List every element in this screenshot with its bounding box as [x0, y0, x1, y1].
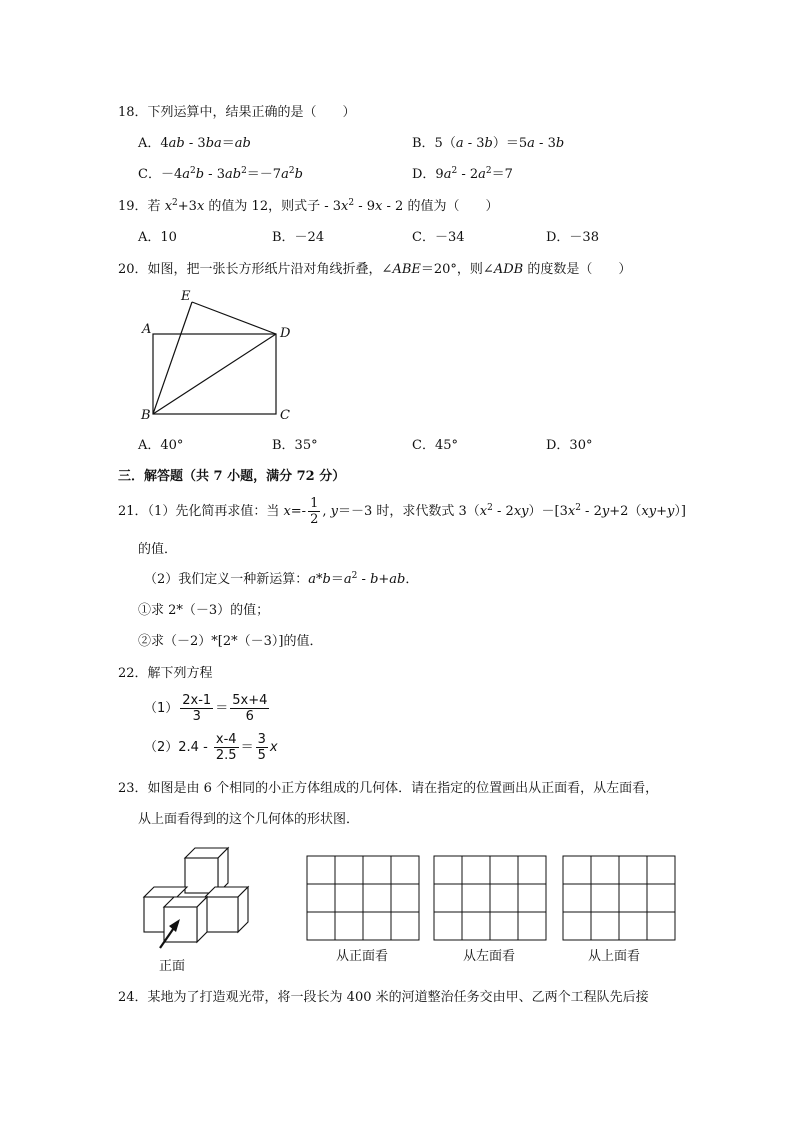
q20-option-a: A．40° [138, 438, 184, 453]
grid-label-top: 从上面看 [588, 949, 641, 964]
q19-option-c: C．－34 [412, 230, 465, 245]
grid-cell [462, 884, 490, 912]
grid-cell [434, 856, 462, 884]
section-title: 三．解答题（共 7 小题，满分 72 分） [118, 469, 346, 484]
grid-cell [391, 912, 419, 940]
point-label-c: C [280, 408, 290, 423]
grid-cell [462, 856, 490, 884]
q21-sub1: ①求 2*（－3）的值； [138, 603, 270, 618]
grid-cell [591, 884, 619, 912]
grid-cell [307, 912, 335, 940]
q21-part1: 21．（1）先化简再求值：当 x=- $\frac{1}{2}$ , y＝－3 时，求代数式 $3(x^2 - 2xy)-[3x^2 - 2y+2(xy+y)]$ [118, 496, 686, 527]
grid-cell [434, 884, 462, 912]
point-label-d: D [280, 326, 291, 341]
grid-top [563, 856, 675, 940]
q19-option-b: B．－24 [272, 230, 325, 245]
grid-cell [518, 912, 546, 940]
q23-line1: 23．如图是由 6 个相同的小正方体组成的几何体．请在指定的位置画出从正面看，从左面看， [118, 781, 659, 796]
q20-option-d: D．30° [546, 438, 593, 453]
q22-stem: 22．解下列方程 [118, 666, 213, 681]
q18-option-d: D．$9a^2 - 2a^2=7$ [412, 166, 513, 182]
q22-eq2: （2）2.4 - $\frac{x-4}{2.5}$ ＝ $\frac{3}{5}$ x [144, 732, 278, 763]
grid-cell [335, 912, 363, 940]
q21-part2: （2）我们定义一种新运算：$a*b=a^2 - b+ab$． [144, 571, 419, 587]
grid-cell [434, 912, 462, 940]
grid-cell [490, 856, 518, 884]
grid-cell [363, 884, 391, 912]
grid-cell [647, 856, 675, 884]
grid-cell [490, 912, 518, 940]
q18-option-b: B．5（a - 3b）＝5a - 3b [412, 136, 565, 151]
q19-stem: 19．若 $x^2+3x$ 的值为 12，则式子 - $3x^2 - 9x - 2$ 的值为（ ） [118, 198, 499, 214]
grid-cell [307, 856, 335, 884]
fraction-one-half: $\frac{1}{2}$ [310, 496, 319, 527]
grid-cell [647, 912, 675, 940]
grid-cell [363, 912, 391, 940]
grid-cell [619, 884, 647, 912]
grid-cell [619, 912, 647, 940]
grid-label-front: 从正面看 [336, 949, 389, 964]
grid-cell [335, 856, 363, 884]
grid-cell [563, 884, 591, 912]
grid-cell [591, 856, 619, 884]
q19-option-d: D．－38 [546, 230, 599, 245]
grid-cell [591, 912, 619, 940]
q21-part1-cont: 的值． [138, 542, 178, 557]
grid-cell [563, 912, 591, 940]
grid-front [307, 856, 419, 940]
grid-cell [391, 856, 419, 884]
grid-cell [619, 856, 647, 884]
point-label-a: A [142, 322, 152, 337]
point-label-e: E [181, 289, 191, 304]
q24-stem: 24．某地为了打造观光带，将一段长为 400 米的河道整治任务交由甲、乙两个工程队先后接 [118, 990, 649, 1005]
q23-line2: 从上面看得到的这个几何体的形状图． [138, 812, 360, 827]
q18-stem: 18．下列运算中，结果正确的是（ ） [118, 105, 356, 120]
grid-cell [363, 856, 391, 884]
grid-cell [391, 884, 419, 912]
grid-label-left: 从左面看 [463, 949, 516, 964]
q20-stem: 20．如图，把一张长方形纸片沿对角线折叠，∠ABE＝20°，则∠ADB 的度数是（ ） [118, 262, 632, 277]
q20-option-c: C．45° [412, 438, 458, 453]
grid-cell [563, 856, 591, 884]
grid-cell [518, 884, 546, 912]
grid-cell [647, 884, 675, 912]
point-label-b: B [141, 408, 151, 423]
q18-option-a: A．4ab - 3ba＝ab [138, 136, 251, 151]
grid-cell [490, 884, 518, 912]
q19-option-a: A．10 [138, 230, 177, 245]
q18-option-c: C．$-4a^2b - 3ab^2=-7a^2b$ [138, 166, 303, 182]
grid-cell [462, 912, 490, 940]
grid-left [434, 856, 546, 940]
grid-cell [335, 884, 363, 912]
grid-cell [307, 884, 335, 912]
front-view-label: 正面 [159, 959, 186, 974]
q20-option-b: B．35° [272, 438, 318, 453]
grid-cell [518, 856, 546, 884]
q21-sub2: ②求（－2）*[2*（－3）]的值． [138, 634, 323, 649]
q22-eq1: （1） $\frac{2x-1}{3}$ ＝ $\frac{5x+4}{6}$ [144, 693, 268, 724]
